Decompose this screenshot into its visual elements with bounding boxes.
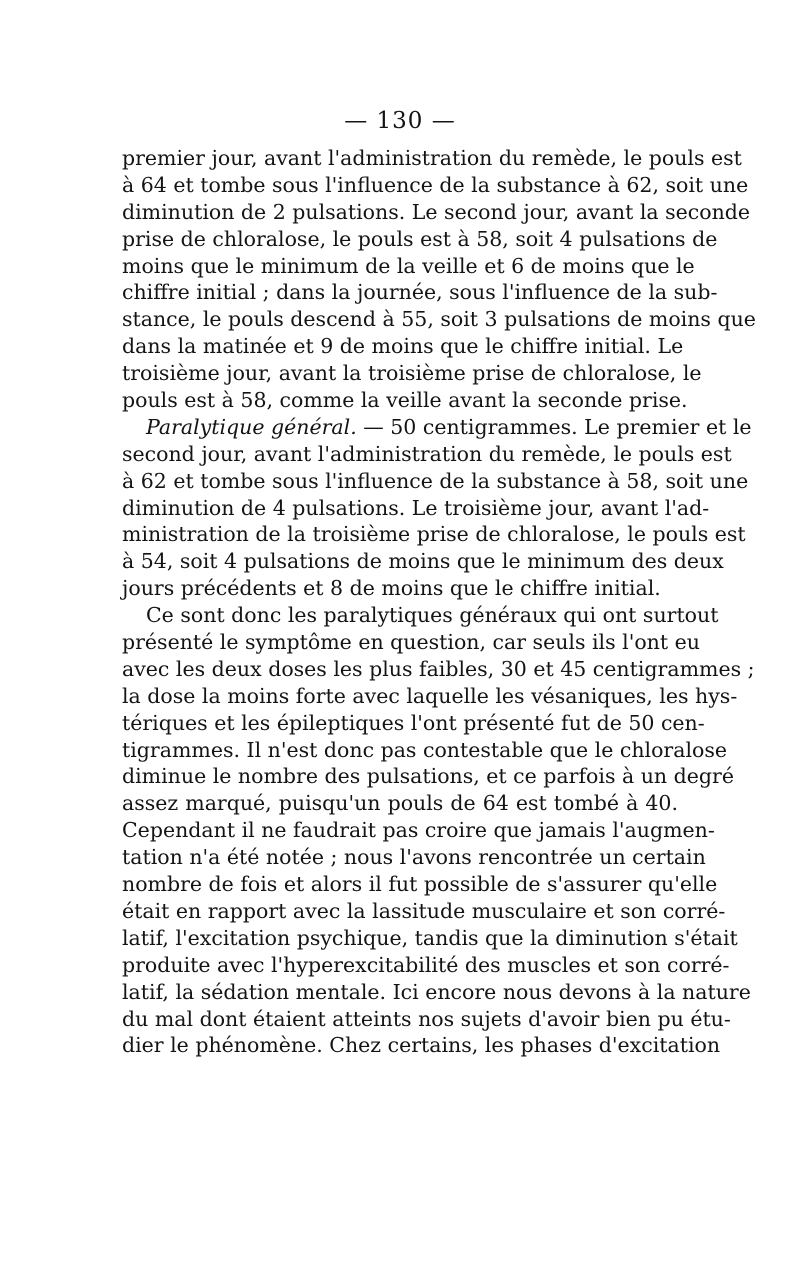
text-line: latif, l'excitation psychique, tandis que la diminution s'était: [122, 925, 738, 950]
text-line: diminution de 4 pulsations. Le troisième jour, avant l'ad-: [122, 495, 710, 520]
text-line: stance, le pouls descend à 55, soit 3 pulsations de moins que: [122, 307, 756, 332]
text-line: à 62 et tombe sous l'influence de la substance à 58, soit une: [122, 468, 749, 493]
text-line: diminution de 2 pulsations. Le second jour, avant la seconde: [122, 199, 751, 224]
italic-heading: Paralytique général.: [146, 414, 357, 439]
text-line: du mal dont étaient atteints nos sujets d'avoir bien pu étu-: [122, 1006, 731, 1031]
text-line: chiffre initial ; dans la journée, sous l'influence de la sub-: [122, 280, 718, 305]
text-line: prise de chloralose, le pouls est à 58, soit 4 pulsations de: [122, 226, 718, 251]
text-line: second jour, avant l'administration du remède, le pouls est: [122, 441, 732, 466]
text-line: tériques et les épileptiques l'ont présenté fut de 50 cen-: [122, 710, 705, 735]
text-line: nombre de fois et alors il fut possible de s'assurer qu'elle: [122, 872, 718, 897]
text-line: diminue le nombre des pulsations, et ce parfois à un degré: [122, 764, 734, 789]
text-line: à 54, soit 4 pulsations de moins que le minimum des deux: [122, 549, 724, 574]
text-line: jours précédents et 8 de moins que le chiffre initial.: [122, 576, 661, 601]
paragraph-start-line: Ce sont donc les paralytiques généraux qui ont surtout: [146, 603, 719, 628]
text-line: était en rapport avec la lassitude musculaire et son corré-: [122, 898, 726, 923]
text-line: tigrammes. Il n'est donc pas contestable que le chloralose: [122, 737, 728, 762]
text-line: la dose la moins forte avec laquelle les vésaniques, les hys-: [122, 683, 738, 708]
text-line: latif, la sédation mentale. Ici encore nous devons à la nature: [122, 979, 751, 1004]
text-line: tation n'a été notée ; nous l'avons rencontrée un certain: [122, 845, 706, 870]
text-line: produite avec l'hyperexcitabilité des muscles et son corré-: [122, 952, 730, 977]
page-number: — 130 —: [344, 108, 456, 134]
text-line: avec les deux doses les plus faibles, 30 et 45 centigrammes ;: [122, 656, 755, 681]
text-line: assez marqué, puisqu'un pouls de 64 est tombé à 40.: [122, 791, 678, 816]
body-text: [122, 145, 756, 1059]
text-line: présenté le symptôme en question, car seuls ils l'ont eu: [122, 630, 700, 655]
text-line: dans la matinée et 9 de moins que le chiffre initial. Le: [122, 334, 684, 359]
paragraph-start-line: [122, 414, 752, 441]
text-line: troisième jour, avant la troisième prise de chloralose, le: [122, 361, 702, 386]
text-fragment: — 50 centigrammes. Le premier et le: [363, 414, 752, 439]
text-line: Cependant il ne faudrait pas croire que jamais l'augmen-: [122, 818, 715, 843]
text-line: premier jour, avant l'administration du remède, le pouls est: [122, 146, 742, 170]
text-line: dier le phénomène. Chez certains, les phases d'excitation: [122, 1033, 721, 1058]
text-line: pouls est à 58, comme la veille avant la seconde prise.: [122, 388, 688, 413]
text-line: à 64 et tombe sous l'influence de la substance à 62, soit une: [122, 172, 749, 197]
text-line: moins que le minimum de la veille et 6 de moins que le: [122, 253, 695, 278]
text-line: ministration de la troisième prise de chloralose, le pouls est: [122, 522, 746, 547]
